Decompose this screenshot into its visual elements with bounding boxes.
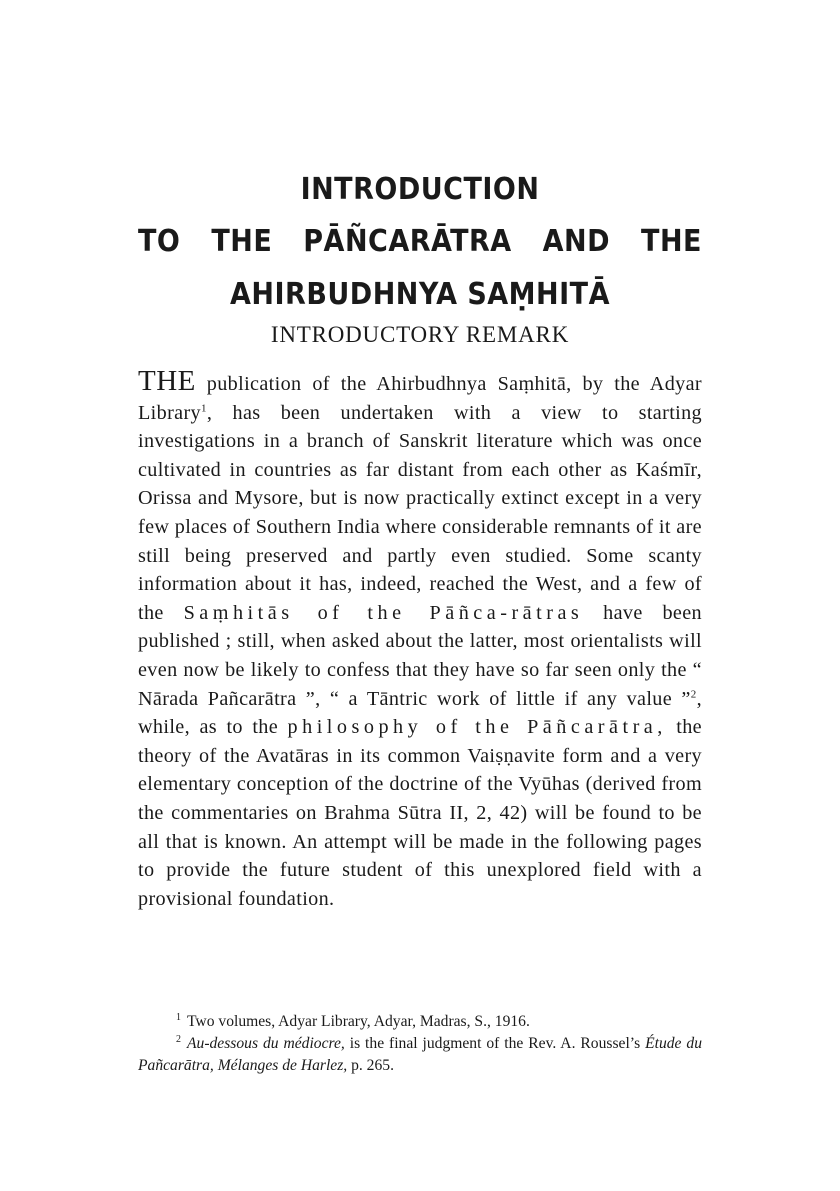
footnote-reference-2: 2 [690,687,697,700]
footnote-2-italic-2: Étude du Pañcarātra, Mélanges de Harlez, [138,1035,702,1074]
body-text-part-5: the theory of the Avatāras in its common Vaiṣṇavite form and a very elementary conception of the doctrine of the Vyūhas (derived from the commentaries on Brahma Sūtra II, 2, 42) will be found to be all that is known. An attempt will be made in the following pages to provide the future student of this unexplored field with a provisional foundation. [138,716,702,910]
footnote-1-text: Two volumes, Adyar Library, Adyar, Madras, S., 1916. [187,1013,530,1030]
letterspaced-phrase-2: philosophy of the Pāñcarātra, [287,716,667,739]
title-line-1: INTRODUCTION [300,172,540,207]
title-line-3: AHIRBUDHNYA SAṂHITĀ [230,277,610,312]
section-subtitle: INTRODUCTORY REMARK [270,322,570,347]
body-text-part-3: have been published ; still, when asked about the latter, most orientalists will even now be likely to confess that they have so far seen only the “ Nārada Pañcarātra ”, “ a Tāntric work of little if any value ” [138,601,702,710]
body-text-part-2: , has been undertaken with a view to starting investigations in a branch of Sanskrit literature which was once cultivated in countries as far distant from each other as Kaśmīr, Orissa and Mysore, but is now practically extinct except in a very few places of Southern India where considerable remnants of it are still being preserved and partly even studied. Some scanty information about it has, indeed, reached the West, and a few of the [138,401,702,624]
body-paragraph [138,367,702,913]
footnote-2 [138,1033,702,1077]
footnote-mark-1: 1 [176,1011,181,1023]
letterspaced-phrase-1: Saṃhitās of the Pāñca-rātras [183,601,584,624]
footnote-mark-2: 2 [176,1033,181,1045]
body-text-part-4: , while, as to the [138,687,702,739]
footnote-2-italic-1: Au-dessous du médiocre, [187,1035,345,1052]
body-text-part-1: publication of the Ahirbudhnya Saṃhitā, by the Adyar Library [138,373,702,424]
footnotes [138,1011,702,1077]
opening-word: THE [138,365,196,397]
footnote-2-text-2: p. 265. [347,1057,394,1074]
footnote-2-text-1: is the final judgment of the Rev. A. Roussel’s [344,1035,646,1052]
footnote-reference-1: 1 [200,401,207,414]
footnote-1 [138,1011,702,1033]
title-line-2: TO THE PĀÑCARĀTRA AND THE [138,224,702,259]
